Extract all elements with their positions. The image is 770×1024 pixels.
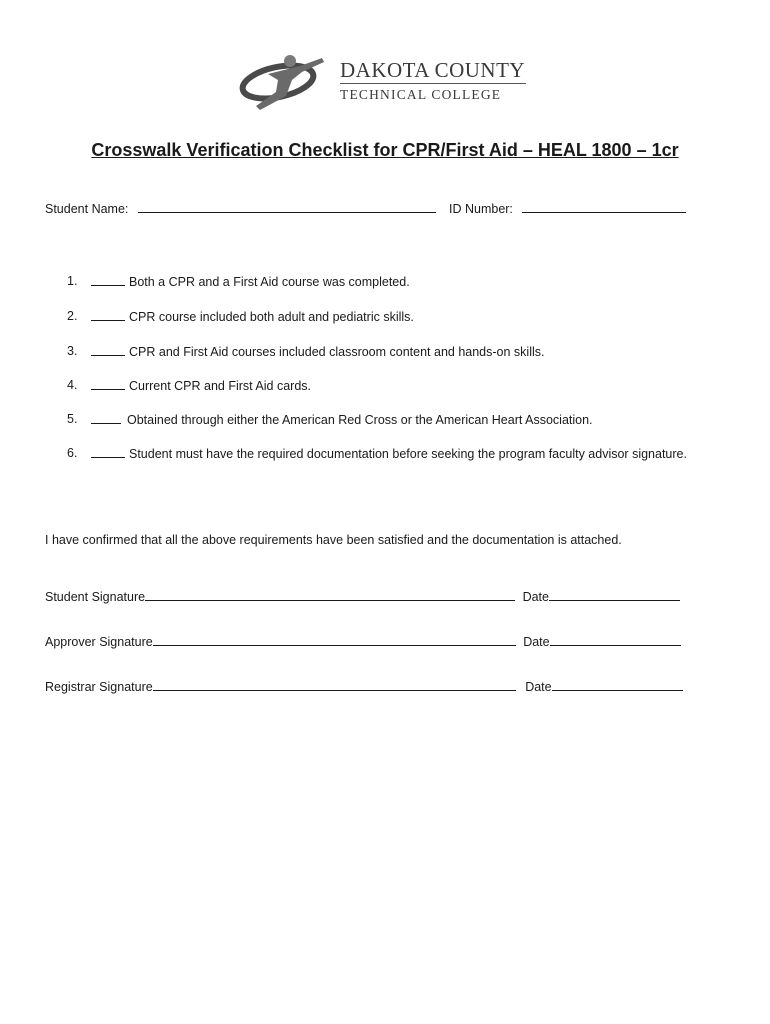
item-check-blank[interactable] — [91, 378, 125, 390]
signature-label: Approver Signature — [45, 635, 153, 649]
logo-name: DAKOTA COUNTY — [340, 58, 526, 82]
item-check-blank[interactable] — [91, 412, 121, 424]
logo-subname: TECHNICAL COLLEGE — [340, 87, 502, 102]
approver-signature-field[interactable] — [153, 634, 516, 646]
item-number: 6. — [67, 446, 78, 460]
student-name-row — [45, 201, 436, 216]
item-number: 2. — [67, 309, 78, 323]
confirmation-statement: I have confirmed that all the above requirements have been satisfied and the documentation is attached. — [45, 533, 622, 547]
item-check-blank[interactable] — [91, 274, 125, 286]
student-date-field[interactable] — [549, 589, 680, 601]
item-text: CPR course included both adult and pediatric skills. — [129, 310, 414, 324]
signature-label: Registrar Signature — [45, 680, 153, 694]
registrar-date-field[interactable] — [552, 679, 683, 691]
item-number: 5. — [67, 412, 78, 426]
student-name-label: Student Name: — [45, 202, 129, 216]
date-label: Date — [522, 590, 549, 604]
student-name-field[interactable] — [138, 201, 436, 213]
running-figure-logo-icon — [238, 52, 334, 114]
id-number-field[interactable] — [522, 201, 686, 213]
logo-divider — [340, 83, 526, 84]
item-text: Student must have the required documentation before seeking the program faculty advisor signature. — [129, 447, 687, 461]
item-text: Both a CPR and a First Aid course was completed. — [129, 275, 410, 289]
item-text: Obtained through either the American Red Cross or the American Heart Association. — [127, 413, 593, 427]
date-label: Date — [525, 680, 552, 694]
item-number: 3. — [67, 344, 78, 358]
item-text: CPR and First Aid courses included classroom content and hands-on skills. — [129, 345, 545, 359]
id-number-label: ID Number: — [449, 202, 513, 216]
approver-date-field[interactable] — [550, 634, 681, 646]
college-logo — [238, 52, 538, 114]
signature-label: Student Signature — [45, 590, 146, 604]
student-signature-row — [45, 589, 680, 604]
id-number-row — [449, 201, 686, 216]
item-number: 4. — [67, 378, 78, 392]
approver-signature-row — [45, 634, 681, 649]
item-check-blank[interactable] — [91, 309, 125, 321]
item-check-blank[interactable] — [91, 344, 125, 356]
registrar-signature-row — [45, 679, 683, 694]
item-text: Current CPR and First Aid cards. — [129, 379, 312, 393]
date-label: Date — [523, 635, 550, 649]
page-title: Crosswalk Verification Checklist for CPR/First Aid – HEAL 1800 – 1cr — [91, 140, 679, 160]
student-signature-field[interactable] — [145, 589, 515, 601]
registrar-signature-field[interactable] — [153, 679, 516, 691]
item-check-blank[interactable] — [91, 446, 125, 458]
item-number: 1. — [67, 274, 78, 288]
